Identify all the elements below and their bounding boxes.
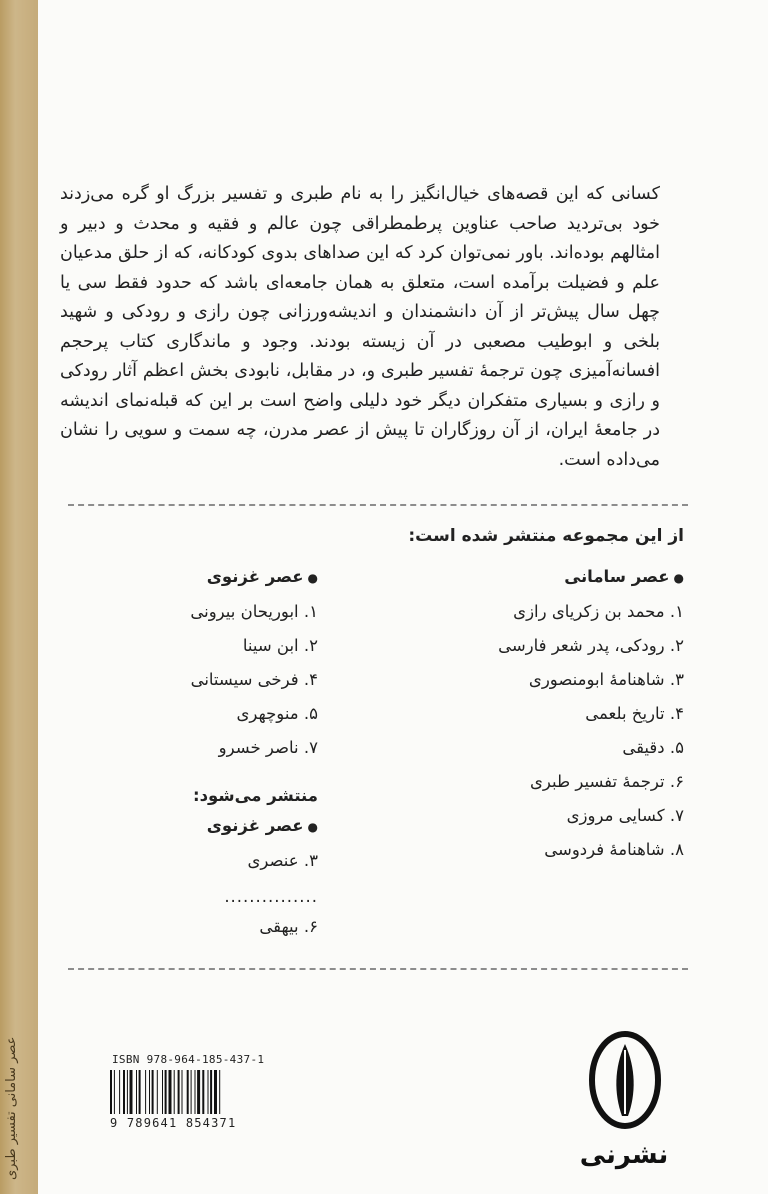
- barcode-bar: [210, 1070, 212, 1114]
- bullet-icon: ●: [673, 571, 684, 585]
- barcode-bar: [169, 1070, 172, 1114]
- list-item: ۳. عنصری: [247, 851, 318, 870]
- barcode-number: 9 789641 854371: [110, 1116, 237, 1130]
- intro-paragraph: کسانی که این قصه‌های خیال‌انگیز را به نام طبری و تفسیر بزرگ او گره می‌زدند خود بی‌تردید صاحب عناوین پرطمطراقی چون عالم و فقیه و محدث و دبیر و امثالهم بوده‌اند. باور نمی‌توان کرد که این صداهای بدوی کودکانه، که از حلق مدعیان علم و فضیلت برآمده است، متعلق به همان جامعه‌ای باشد که حدود فقط سی یا چهل سال پیش‌تر از آن دانشمندان و اندیشه‌ورزانی چون رازی و رودکی و شهید بلخی و ابوطیب مصعبی در آن زیسته بودند. وجود و ماندگاری کتاب پرحجم افسانه‌آمیزی چون ترجمهٔ تفسیر طبری و، در مقابل، نابودی بخش اعظم آثار رودکی و رازی و بسیاری متفکران دیگر خود دلیلی واضح است بر این که قبله‌نمای اندیشه در جامعهٔ ایران، از آن روزگاران تا پیش از عصر مدرن، چه سمت و سویی را نشان می‌داده است.: [60, 184, 660, 470]
- bottom-divider: [68, 968, 688, 970]
- series-heading: از این مجموعه منتشر شده است:: [408, 526, 684, 546]
- barcode-bar: [139, 1070, 141, 1114]
- barcode-bar: [174, 1070, 175, 1114]
- publisher-name: نشرنی: [579, 1140, 669, 1170]
- barcode-bar: [136, 1070, 137, 1114]
- barcode-bar: [219, 1070, 220, 1114]
- list-item: ۲. ابن سینا: [242, 636, 318, 655]
- list-item: ۷. کسایی مروزی: [566, 806, 684, 825]
- list-item: ۱. محمد بن زکریای رازی: [513, 602, 684, 621]
- barcode: [110, 1070, 242, 1114]
- barcode-bar: [123, 1070, 125, 1114]
- barcode-bar: [130, 1070, 133, 1114]
- barcode-bar: [208, 1070, 209, 1114]
- forthcoming-title: ●عصر غزنوی: [206, 816, 318, 835]
- barcode-bar: [119, 1070, 120, 1114]
- ellipsis: ...............: [224, 887, 318, 906]
- book-spine: [0, 0, 38, 1194]
- samanid-title: ●عصر سامانی: [564, 567, 684, 586]
- spine-title: عصر سامانی تفسیر طبری: [4, 1036, 19, 1180]
- barcode-bar: [110, 1070, 112, 1114]
- barcode-bar: [162, 1070, 163, 1114]
- list-item: ۶. بیهقی: [259, 917, 318, 936]
- barcode-bar: [157, 1070, 158, 1114]
- bullet-icon: ●: [307, 571, 318, 585]
- list-item: ۲. رودکی، پدر شعر فارسی: [498, 636, 684, 655]
- barcode-bar: [197, 1070, 200, 1114]
- barcode-bar: [214, 1070, 217, 1114]
- barcode-bar: [145, 1070, 146, 1114]
- list-item: ۸. شاهنامهٔ فردوسی: [544, 840, 684, 859]
- barcode-bar: [182, 1070, 183, 1114]
- list-item: ۴. فرخی سیستانی: [190, 670, 318, 689]
- barcode-bar: [178, 1070, 180, 1114]
- barcode-bar: [165, 1070, 167, 1114]
- ghaznavid-title: ●عصر غزنوی: [206, 567, 318, 586]
- barcode-bar: [202, 1070, 204, 1114]
- barcode-bar: [127, 1070, 128, 1114]
- list-item: ۴. تاریخ بلعمی: [585, 704, 684, 723]
- barcode-bar: [187, 1070, 189, 1114]
- ghaznavid-column: [78, 566, 318, 944]
- list-item: ۳. شاهنامهٔ ابومنصوری: [528, 670, 684, 689]
- list-item: ۷. ناصر خسرو: [218, 738, 318, 757]
- barcode-bar: [149, 1070, 150, 1114]
- list-item: ۵. دقیقی: [622, 738, 684, 757]
- top-divider: [68, 504, 688, 506]
- intro-text: [60, 180, 660, 475]
- list-item: ۱. ابوریحان بیرونی: [190, 602, 318, 621]
- barcode-bar: [152, 1070, 154, 1114]
- forthcoming-heading: منتشر می‌شود:: [192, 786, 318, 805]
- list-item: ۶. ترجمهٔ تفسیر طبری: [529, 772, 684, 791]
- publisher-logo: [588, 1030, 662, 1130]
- bullet-icon: ●: [307, 820, 318, 834]
- barcode-bar: [195, 1070, 196, 1114]
- samanid-column: [424, 566, 684, 867]
- isbn-label: ISBN 978-964-185-437-1: [112, 1053, 265, 1066]
- list-item: ۵. منوچهری: [236, 704, 318, 723]
- barcode-bar: [191, 1070, 192, 1114]
- barcode-bar: [114, 1070, 115, 1114]
